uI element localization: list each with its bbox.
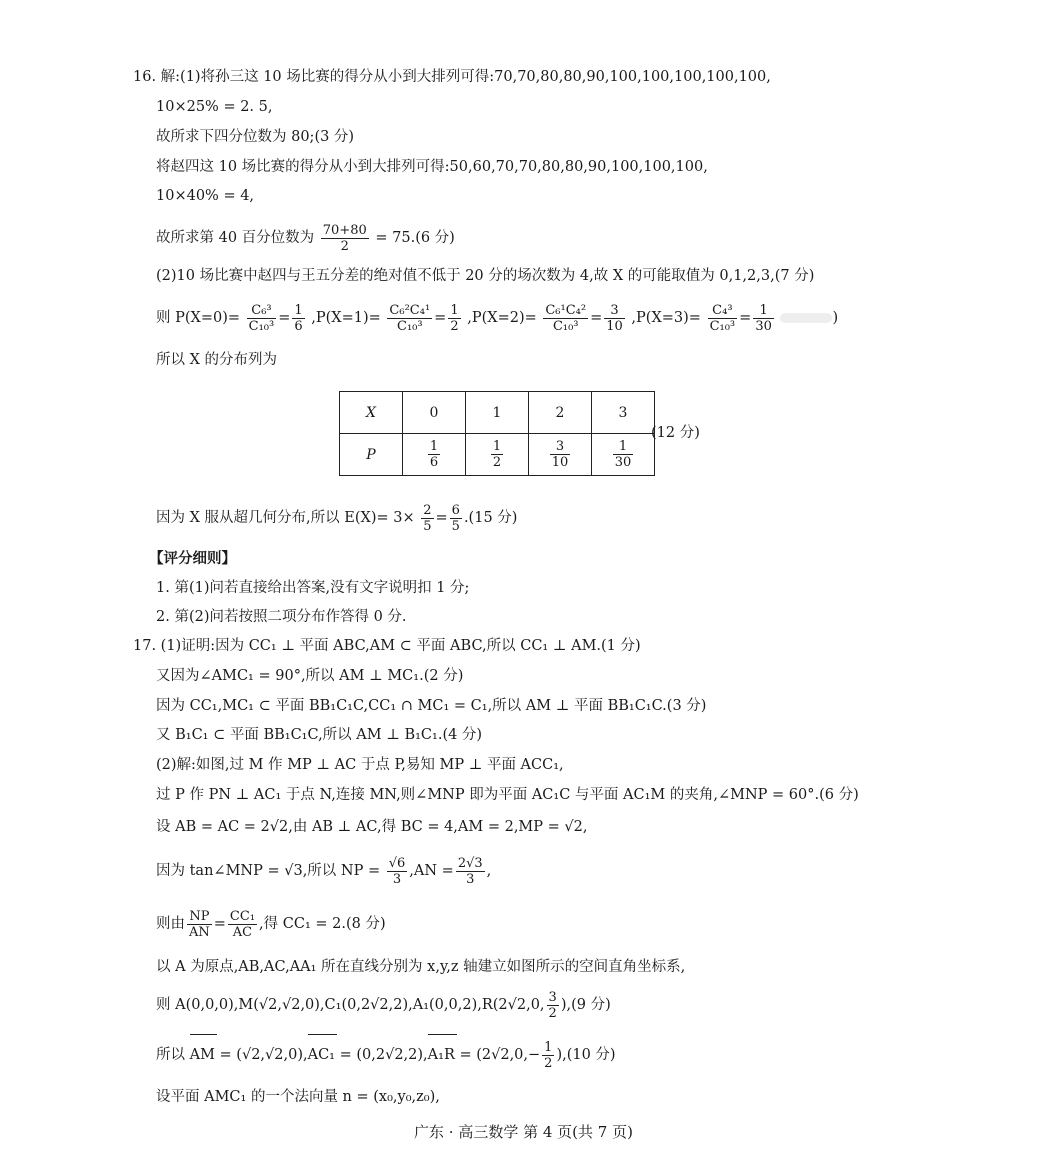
frac-num: 1 [753, 303, 774, 319]
p-close: ) [832, 310, 839, 326]
q17-line-11 [156, 987, 611, 1023]
l9-post: ,得 CC₁ = 2.(8 分) [259, 916, 386, 932]
p3-value [753, 303, 774, 334]
q16-line-6 [156, 220, 455, 256]
l9-pre: 则由 [156, 916, 185, 932]
q16-l6-post: = 75.(6 分) [375, 230, 455, 246]
q17-line-6: 过 P 作 PN ⊥ AC₁ 于点 N,连接 MN,则∠MNP 即为平面 AC₁C 与平面 AC₁M 的夹角,∠MNP = 60°.(6 分) [156, 787, 859, 803]
l12-post: ),(10 分) [556, 1047, 616, 1063]
frac-den: 3 [392, 871, 402, 887]
frac-num: √6 [388, 855, 406, 871]
table-row [340, 434, 655, 476]
frac-den: 5 [451, 518, 460, 534]
dist-intro: 所以 X 的分布列为 [156, 352, 278, 368]
table-cell [592, 434, 655, 476]
page-footer: 广东 · 高三数学 第 4 页(共 7 页) [414, 1123, 633, 1141]
p3-label: ,P(X=3)= [631, 310, 701, 326]
l9-eq: = [213, 916, 226, 932]
l11-pre: 则 A(0,0,0),M(√2,√2,0),C₁(0,2√2,2),A₁(0,0,2),R(2√2,0, [156, 997, 545, 1013]
q17-line-1: 17. (1)证明:因为 CC₁ ⊥ 平面 ABC,AM ⊂ 平面 ABC,所以 CC₁ ⊥ AM.(1 分) [133, 638, 641, 654]
frac-num: 1 [450, 302, 459, 318]
table-cell [403, 434, 466, 476]
rubric-item: 2. 第(2)问若按照二项分布作答得 0 分. [156, 609, 407, 625]
cell-text: X [366, 404, 376, 421]
cell-fraction [550, 439, 571, 470]
exp-post: .(15 分) [463, 510, 518, 526]
l12-a: = (√2,√2,0), [214, 1047, 308, 1063]
p0-value [292, 303, 304, 334]
p1-comb [387, 303, 432, 334]
table-cell [466, 434, 529, 476]
q17-line-10: 以 A 为原点,AB,AC,AA₁ 所在直线分别为 x,y,z 轴建立如图所示的空间直角坐标系, [156, 959, 686, 975]
p2-comb [543, 303, 588, 334]
q16-l6-pre: 故所求第 40 百分位数为 [156, 230, 315, 246]
table-score: (12 分) [651, 425, 700, 441]
frac-den: 6 [429, 455, 439, 470]
rubric-title: 【评分细则】 [149, 550, 236, 567]
l8-mid: ,AN = [409, 863, 454, 879]
q16-line-1: 16. 解:(1)将孙三这 10 场比赛的得分从小到大排列可得:70,70,80,80,90,100,100,100,100,100, [133, 69, 771, 85]
frac-num: 1 [613, 439, 634, 455]
l12-c: = (2√2,0,− [454, 1047, 541, 1063]
frac-num: 70+80 [322, 222, 367, 238]
cell-text: P [366, 446, 376, 463]
frac-den: 2 [548, 1005, 557, 1021]
frac-num: 3 [548, 989, 557, 1005]
l8-post: , [486, 863, 492, 879]
p2-value [604, 303, 625, 334]
q17-line-5: (2)解:如图,过 M 作 MP ⊥ AC 于点 P,易知 MP ⊥ 平面 ACC₁, [156, 757, 564, 773]
frac-num: 1 [492, 439, 502, 454]
q16-line-3: 故所求下四分位数为 80;(3 分) [156, 129, 355, 145]
p-intro: 则 P(X=0)= [156, 310, 241, 326]
redacted-blur [780, 313, 832, 323]
p1-value [448, 303, 460, 334]
frac-den: 30 [614, 455, 632, 470]
q17-line-4: 又 B₁C₁ ⊂ 平面 BB₁C₁C,所以 AM ⊥ B₁C₁.(4 分) [156, 727, 483, 743]
frac-num: 6 [451, 502, 460, 518]
p1-label: ,P(X=1)= [311, 310, 381, 326]
frac-num: NP [187, 909, 212, 925]
percentile-fraction [321, 223, 369, 254]
q16-line-7: (2)10 场比赛中赵四与王五分差的绝对值不低于 20 分的场次数为 4,故 X 的可能取值为 0,1,2,3,(7 分) [156, 268, 815, 284]
frac-den: 3 [466, 871, 475, 887]
p2-label: ,P(X=2)= [467, 310, 537, 326]
vector-fraction [542, 1040, 554, 1071]
l8-pre: 因为 tan∠MNP = √3,所以 NP = [156, 863, 381, 879]
exp-fraction-2 [450, 503, 462, 534]
cell-fraction [491, 439, 503, 470]
np-fraction [387, 856, 408, 887]
q17-line-13: 设平面 AMC₁ 的一个法向量 n = (x₀,y₀,z₀), [156, 1089, 440, 1105]
frac-den: AC [232, 924, 253, 940]
table-cell: 1 [466, 392, 529, 434]
frac-num: 1 [544, 1039, 553, 1055]
table-cell [340, 392, 403, 434]
q17-line-7: 设 AB = AC = 2√2,由 AB ⊥ AC,得 BC = 4,AM = 2,MP = √2, [156, 819, 588, 835]
q16-line-5: 10×40% = 4, [156, 188, 255, 204]
vector-ac1: AC₁ [308, 1037, 335, 1073]
frac-num: C₆¹C₄² [545, 302, 587, 318]
frac-num: 1 [294, 302, 303, 318]
vector-a1r: A₁R [428, 1037, 455, 1073]
frac-den: 10 [606, 318, 623, 334]
q17-line-2: 又因为∠AMC₁ = 90°,所以 AM ⊥ MC₁.(2 分) [156, 668, 464, 684]
frac-den: AN [189, 924, 210, 940]
exp-fraction-1 [421, 503, 433, 534]
rubric-item: 1. 第(1)问若直接给出答案,没有文字说明扣 1 分; [156, 580, 470, 596]
frac-num: C₆²C₄¹ [389, 302, 431, 318]
l12-b: = (0,2√2,2), [335, 1047, 428, 1063]
q16-expectation [156, 500, 517, 536]
frac-den: C₁₀³ [397, 318, 423, 334]
l12-pre: 所以 [156, 1047, 190, 1063]
an-fraction [456, 856, 485, 887]
frac-den: 2 [340, 238, 349, 254]
p0-comb [247, 303, 277, 334]
table-row [340, 392, 655, 434]
frac-den: 2 [544, 1055, 553, 1071]
frac-num: 2 [423, 502, 432, 518]
distribution-table [339, 391, 655, 476]
frac-num: CC₁ [229, 908, 256, 924]
frac-num: C₄³ [708, 303, 738, 319]
ratio-fraction-1 [187, 909, 212, 940]
frac-den: 30 [755, 318, 772, 334]
q16-line-4: 将赵四这 10 场比赛的得分从小到大排列可得:50,60,70,70,80,80,90,100,100,100, [156, 159, 708, 175]
table-cell: 2 [529, 392, 592, 434]
table-cell: 0 [403, 392, 466, 434]
vector-am: AM [190, 1037, 215, 1073]
frac-den: 2 [450, 318, 459, 334]
q17-line-3: 因为 CC₁,MC₁ ⊂ 平面 BB₁C₁C,CC₁ ∩ MC₁ = C₁,所以 AM ⊥ 平面 BB₁C₁C.(3 分) [156, 698, 707, 714]
frac-den: 5 [423, 518, 432, 534]
q17-line-12 [156, 1037, 616, 1073]
frac-num: 2√3 [457, 855, 483, 871]
exp-pre: 因为 X 服从超几何分布,所以 E(X)= 3× [156, 510, 415, 526]
coord-fraction [547, 990, 559, 1021]
q17-line-8 [156, 853, 491, 889]
frac-den: C₁₀³ [552, 318, 579, 334]
ratio-fraction-2 [228, 909, 257, 940]
l11-post: ),(9 分) [560, 997, 611, 1013]
cell-fraction [613, 439, 634, 470]
frac-num: 1 [429, 439, 439, 454]
frac-den: 2 [492, 455, 502, 470]
frac-num: C₆³ [247, 303, 277, 319]
frac-den: C₁₀³ [709, 318, 736, 334]
table-cell: 3 [592, 392, 655, 434]
table-cell [340, 434, 403, 476]
frac-den: C₁₀³ [248, 318, 275, 334]
exp-eq: = [435, 510, 448, 526]
frac-den: 10 [551, 455, 569, 470]
q16-probabilities: 则 P(X=0)= $\frac{\text{C₆³}}{\text{C₁₀³}}$ = $\frac{1}{6}$ ,P(X=1)= $\frac{\text{C₆²C₄¹}}{\text{C₁₀³}}$ = $\frac{1}{2}$ ,P(X=2)= $\frac{\text{C₆¹C₄²}}{\text{C₁₀³}}$ = $\frac{3}{10}$ ,P(X=3)= $\frac{\text{C₄³}}{\text{C₁₀³}}$ = $\frac{1}{30}$ ) [156, 302, 839, 334]
p3-comb [708, 303, 738, 334]
cell-fraction [428, 439, 440, 470]
frac-den: 6 [294, 318, 303, 334]
q16-line-2: 10×25% = 2. 5, [156, 99, 273, 115]
q17-line-9 [156, 906, 386, 942]
table-cell [529, 434, 592, 476]
frac-num: 3 [550, 439, 571, 455]
frac-num: 3 [604, 303, 625, 319]
